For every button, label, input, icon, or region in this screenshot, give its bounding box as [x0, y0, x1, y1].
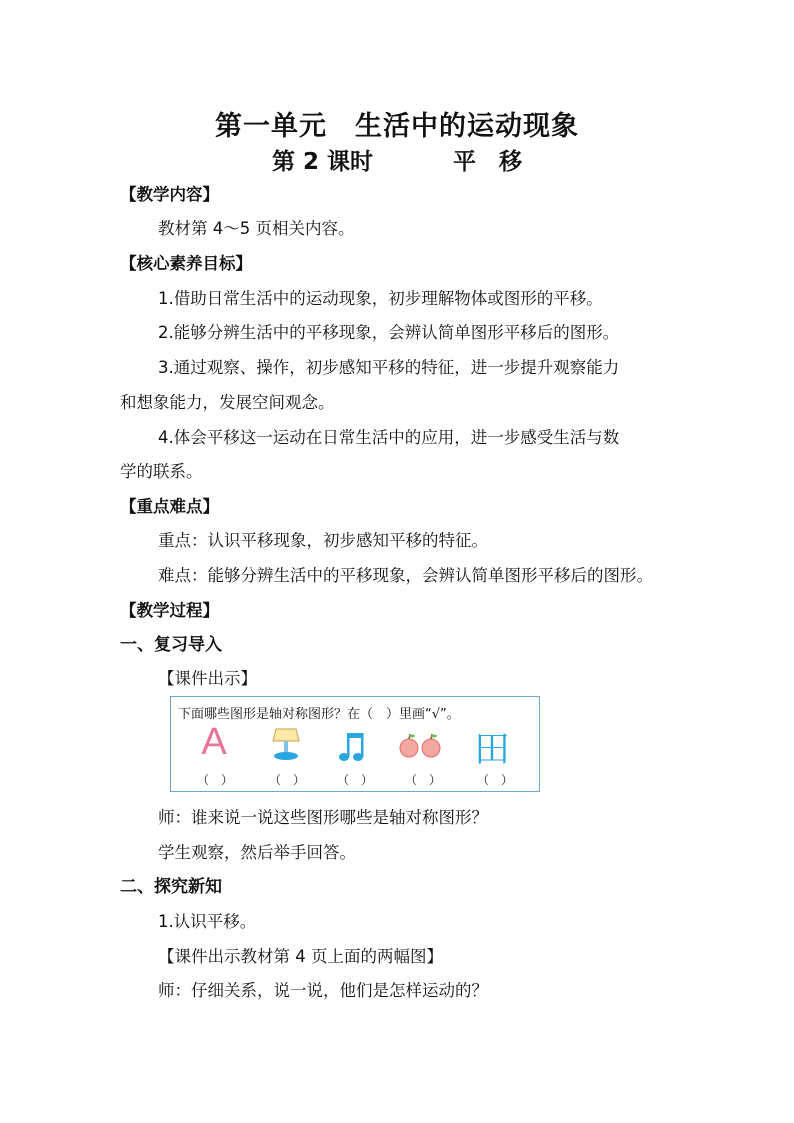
answer-blank-4[interactable]: （ ）	[405, 773, 442, 787]
goal-4-line-1: 4.体会平移这一运动在日常生活中的应用，进一步感受生活与数	[158, 428, 620, 447]
tian-character-figure	[467, 725, 517, 770]
courseware-label-1: 【课件出示】	[158, 669, 257, 688]
letter-a: A	[201, 721, 227, 763]
lesson-number: 第 2 课时	[271, 149, 373, 175]
letter-a-figure	[189, 721, 239, 765]
part-1-heading: 一、复习导入	[120, 635, 222, 655]
goal-3-line-2: 和想象能力，发展空间观念。	[120, 393, 335, 412]
student-line-1: 学生观察，然后举手回答。	[158, 843, 356, 862]
answer-blank-1[interactable]: （ ）	[197, 773, 234, 787]
apples-icon	[395, 725, 445, 765]
teacher-line-1: 师：谁来说一说这些图形哪些是轴对称图形？	[158, 808, 488, 827]
key-point-text: 重点：认识平移现象，初步感知平移的特征。	[158, 531, 488, 550]
music-note-icon	[329, 725, 379, 765]
goal-3-line-1: 3.通过观察、操作，初步感知平移的特征，进一步提升观察能力	[158, 358, 620, 377]
teaching-content-heading: 【教学内容】	[120, 185, 219, 204]
answer-blank-3[interactable]: （ ）	[337, 773, 374, 787]
teacher-line-2: 师：仔细关系，说一说，他们是怎样运动的？	[158, 981, 488, 1000]
difficulty-text: 难点：能够分辨生活中的平移现象，会辨认简单图形平移后的图形。	[158, 566, 653, 585]
key-points-heading: 【重点难点】	[120, 497, 219, 516]
subsection-1: 1.认识平移。	[158, 912, 257, 931]
goal-2: 2.能够分辨生活中的平移现象，会辨认简单图形平移后的图形。	[158, 323, 620, 342]
goal-1: 1.借助日常生活中的运动现象，初步理解物体或图形的平移。	[158, 289, 603, 308]
teaching-process-heading: 【教学过程】	[120, 601, 219, 620]
unit-title: 第一单元 生活中的运动现象	[215, 111, 579, 142]
lesson-topic: 平 移	[453, 149, 523, 175]
lesson-title	[0, 143, 794, 176]
part-2-heading: 二、探究新知	[120, 877, 222, 897]
exercise-question: 下面哪些图形是轴对称图形？在（ ）里画“√”。	[178, 707, 460, 722]
answer-blank-2[interactable]: （ ）	[269, 773, 306, 787]
lamp-icon	[261, 725, 311, 765]
tian-character: 田	[473, 729, 510, 770]
answer-blank-5[interactable]: （ ）	[477, 773, 514, 787]
courseware-label-2: 【课件出示教材第 4 页上面的两幅图】	[158, 947, 443, 966]
goal-4-line-2: 学的联系。	[120, 462, 203, 481]
core-goals-heading: 【核心素养目标】	[120, 254, 252, 273]
teaching-content-text: 教材第 4～5 页相关内容。	[158, 219, 355, 238]
exercise-frame	[170, 696, 540, 792]
